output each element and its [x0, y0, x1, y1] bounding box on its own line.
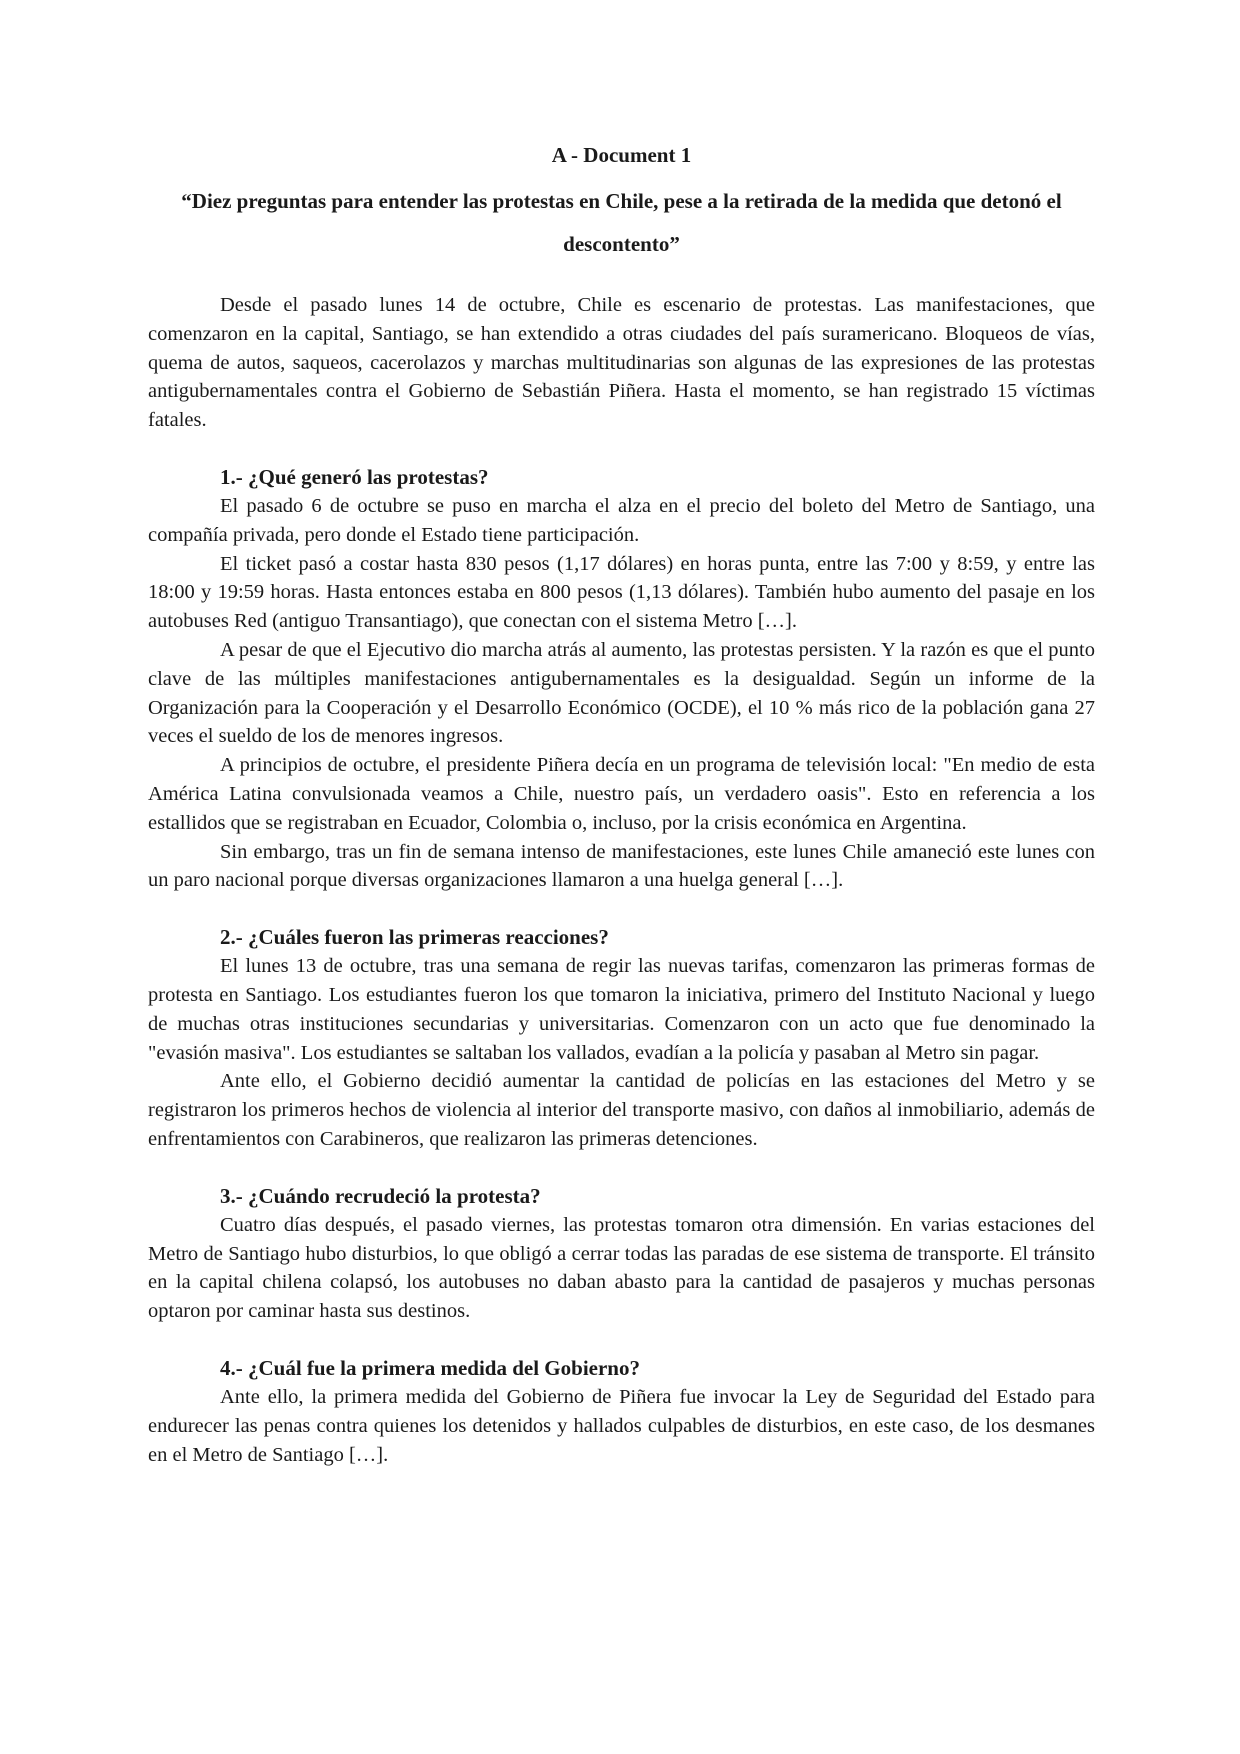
document-title: “Diez preguntas para entender las protestas en Chile, pese a la retirada de la medida que detonó el descontento”: [181, 189, 1062, 256]
section-heading: 4.- ¿Cuál fue la primera medida del Gobierno?: [220, 1355, 640, 1380]
document-page: [148, 142, 1095, 1497]
section-paragraph: A pesar de que el Ejecutivo dio marcha atrás al aumento, las protestas persisten. Y la razón es que el punto clave de las múltiples manifestaciones antigubernamentales es la desigualdad. Según un informe de la Organización para la Cooperación y el Desarrollo Económico (OCDE), el 10 % más rico de la población gana 27 veces el sueldo de los de menores ingresos.: [148, 638, 1095, 748]
section-paragraph: Ante ello, la primera medida del Gobierno de Piñera fue invocar la Ley de Seguridad del Estado para endurecer las penas contra quienes los detenidos y hallados culpables de disturbios, en este caso, de los desmanes en el Metro de Santiago […].: [148, 1385, 1095, 1466]
section-paragraph: El lunes 13 de octubre, tras una semana de regir las nuevas tarifas, comenzaron las primeras formas de protesta en Santiago. Los estudiantes fueron los que tomaron la iniciativa, primero del Instituto Nacional y luego de muchas otras instituciones secundarias y universitarias. Comenzaron con un acto que fue denominado la "evasión masiva". Los estudiantes se saltaban los vallados, evadían a la policía y pasaban al Metro sin pagar.: [148, 955, 1095, 1064]
section-heading: 1.- ¿Qué generó las protestas?: [220, 464, 489, 489]
document-label: A - Document 1: [551, 143, 692, 167]
section-paragraph: El pasado 6 de octubre se puso en marcha el alza en el precio del boleto del Metro de Santiago, una compañía privada, pero donde el Estado tiene participación.: [148, 494, 1095, 546]
section-4: [148, 1354, 1095, 1469]
section-3: [148, 1182, 1095, 1326]
section-paragraph: Ante ello, el Gobierno decidió aumentar la cantidad de policías en las estaciones del Metro y se registraron los primeros hechos de violencia al interior del transporte masivo, con daños al inmobiliario, además de enfrentamientos con Carabineros, que realizaron las primeras detenciones.: [148, 1070, 1095, 1150]
section-1: [148, 463, 1095, 895]
section-paragraph: A principios de octubre, el presidente Piñera decía en un programa de televisión local: "En medio de esta América Latina convulsionada veamos a Chile, nuestro país, un verdadero oasis". Esto en referencia a los estallidos que se registraban en Ecuador, Colombia o, incluso, por la crisis económica en Argentina.: [148, 754, 1095, 834]
section-heading: 2.- ¿Cuáles fueron las primeras reacciones?: [220, 925, 609, 950]
section-paragraph: El ticket pasó a costar hasta 830 pesos (1,17 dólares) en horas punta, entre las 7:00 y 8:59, y entre las 18:00 y 19:59 horas. Hasta entonces estaba en 800 pesos (1,13 dólares). También hubo aumento del pasaje en los autobuses Red (antiguo Transantiago), que conectan con el sistema Metro […].: [148, 552, 1095, 633]
section-paragraph: Cuatro días después, el pasado viernes, las protestas tomaron otra dimensión. En varias estaciones del Metro de Santiago hubo disturbios, lo que obligó a cerrar todas las paradas de ese sistema de transporte. El tránsito en la capital chilena colapsó, los autobuses no daban abasto para la cantidad de pasajeros y muchas personas optaron por caminar hasta sus destinos.: [148, 1213, 1095, 1323]
intro-paragraph: Desde el pasado lunes 14 de octubre, Chile es escenario de protestas. Las manifestaciones, que comenzaron en la capital, Santiago, se han extendido a otras ciudades del país suramericano. Bloqueos de vías, quema de autos, saqueos, cacerolazos y marchas multitudinarias son algunas de las expresiones de las protestas antigubernamentales contra el Gobierno de Sebastián Piñera. Hasta el momento, se han registrado 15 víctimas fatales.: [148, 294, 1095, 432]
section-heading: 3.- ¿Cuándo recrudeció la protesta?: [220, 1183, 541, 1208]
section-2: [148, 923, 1095, 1154]
section-paragraph: Sin embargo, tras un fin de semana intenso de manifestaciones, este lunes Chile amaneció este lunes con un paro nacional porque diversas organizaciones llamaron a una huelga general […].: [148, 840, 1095, 892]
